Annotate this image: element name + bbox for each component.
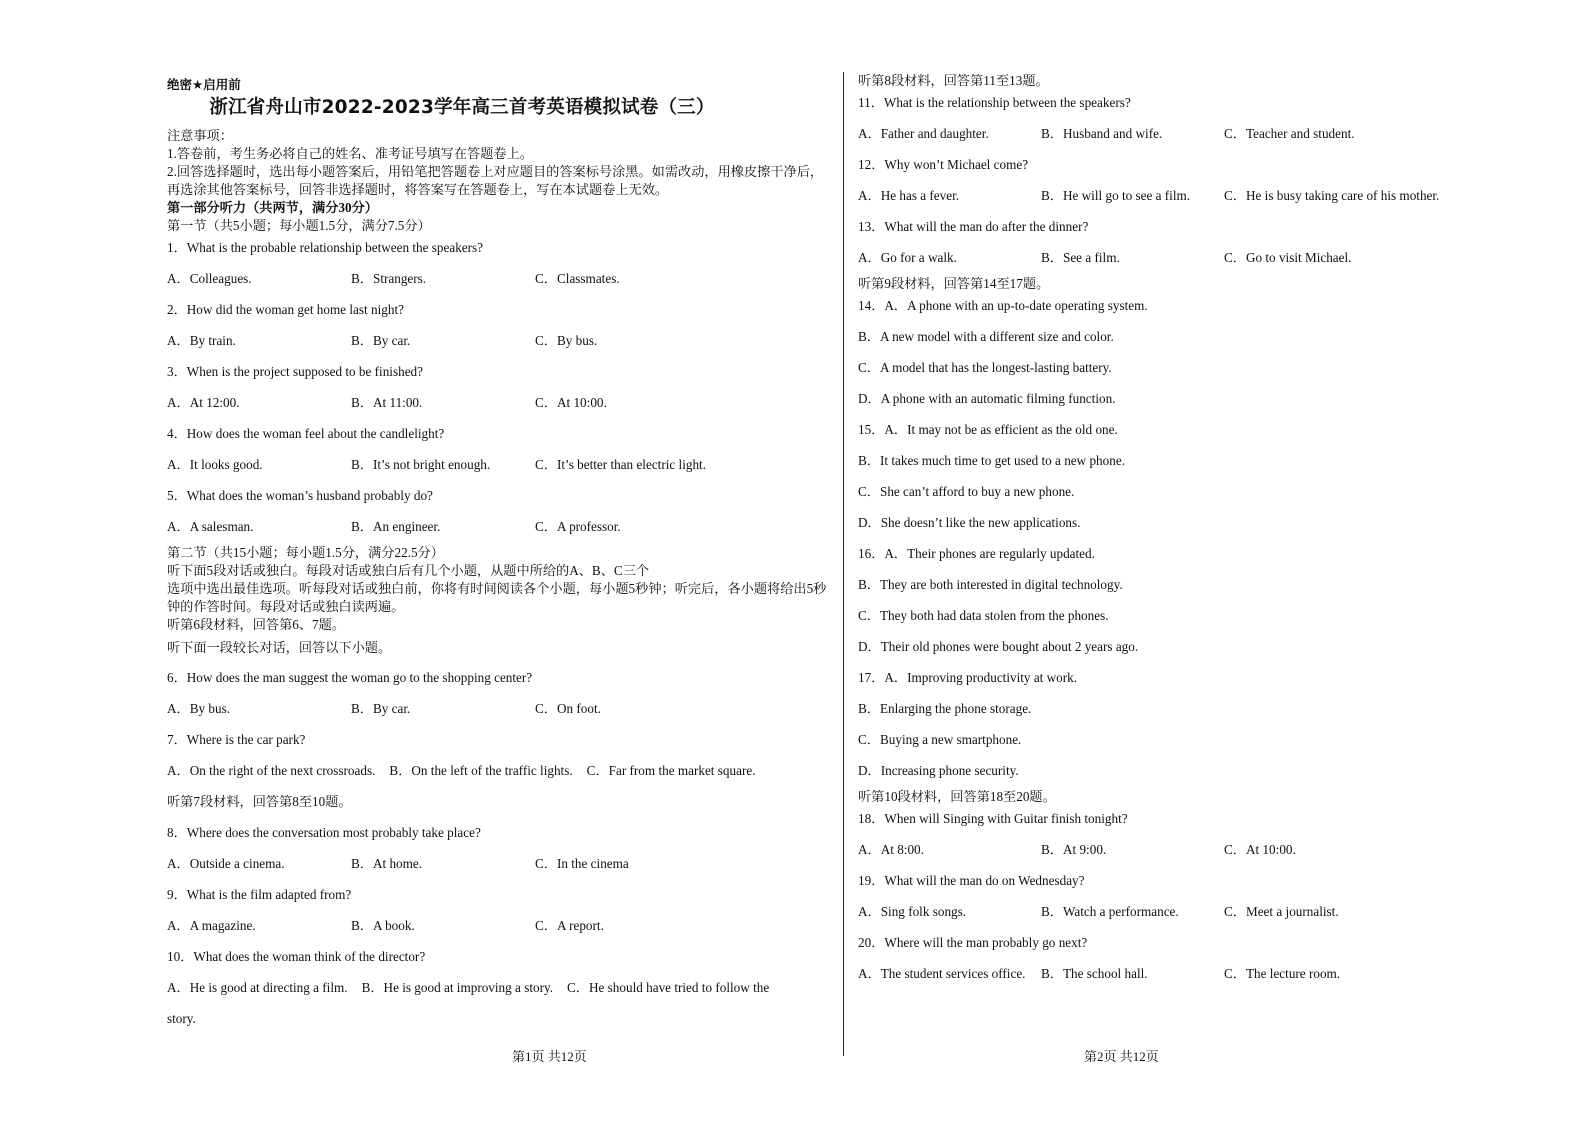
question-text: 10．What does the woman think of the director? <box>167 949 426 964</box>
option-c: C．A professor. <box>535 519 621 534</box>
option-c: C．A report. <box>535 918 604 933</box>
option-b: B．The school hall. <box>1041 966 1148 981</box>
part1-heading: 第一部分听力（共两节，满分30分） <box>167 200 378 215</box>
question-8 <box>167 824 832 874</box>
material-6-heading: 听第6段材料，回答第6、7题。 <box>167 617 346 632</box>
page-1-column <box>167 72 832 1029</box>
option-b: B．At home. <box>351 856 423 871</box>
material-9-heading: 听第9段材料，回答第14至17题。 <box>858 276 1050 291</box>
question-9 <box>167 886 832 936</box>
question-text: 1．What is the probable relationship between the speakers? <box>167 240 484 255</box>
option-b: B．It’s not bright enough. <box>351 457 491 472</box>
section1-heading: 第一节（共5小题；每小题1.5分，满分7.5分） <box>167 218 431 233</box>
question-11-options <box>858 125 1498 144</box>
question-text: 3．When is the project supposed to be finished? <box>167 364 423 379</box>
option-c: C．On foot. <box>535 701 601 716</box>
options <box>167 700 832 719</box>
exam-title: 浙江省舟山市2022-2023学年高三首考英语模拟试卷（三） <box>209 97 715 118</box>
option-b: B．At 11:00. <box>351 395 423 410</box>
question-20-text: 20．Where will the man probably go next? <box>858 935 1088 950</box>
option-a: A．At 8:00. <box>858 842 924 857</box>
section2-heading: 第二节（共15小题；每小题1.5分，满分22.5分） <box>167 545 444 560</box>
options <box>167 762 832 781</box>
option-b: B．On the left of the traffic lights. <box>389 763 573 778</box>
question-text: 8．Where does the conversation most probably take place? <box>167 825 481 840</box>
question-16-b: B．They are both interested in digital technology. <box>858 577 1123 592</box>
option-b: B．Watch a performance. <box>1041 904 1179 919</box>
page-1-footer: 第1页 共12页 <box>512 1049 587 1064</box>
option-a: A．He is good at directing a film. <box>167 980 348 995</box>
option-b: B．He will go to see a film. <box>1041 188 1191 203</box>
options <box>167 394 832 413</box>
option-a: A．At 12:00. <box>167 395 240 410</box>
option-c: C．At 10:00. <box>535 395 607 410</box>
question-text: 5．What does the woman’s husband probably do? <box>167 488 433 503</box>
option-c-continued: story. <box>167 1011 196 1026</box>
option-a: A．By train. <box>167 333 236 348</box>
options <box>167 855 832 874</box>
option-a: A．A magazine. <box>167 918 256 933</box>
option-b: B．An engineer. <box>351 519 441 534</box>
options <box>167 270 832 289</box>
options <box>167 332 832 351</box>
material-10-heading: 听第10段材料，回答第18至20题。 <box>858 789 1056 804</box>
option-a: A．Colleagues. <box>167 271 252 286</box>
question-text: 7．Where is the car park? <box>167 732 306 747</box>
option-b: B．By car. <box>351 701 411 716</box>
option-a: A．A salesman. <box>167 519 254 534</box>
question-15-a: 15．A．It may not be as efficient as the old one. <box>858 422 1118 437</box>
options <box>167 456 832 475</box>
notes-heading: 注意事项： <box>167 128 233 143</box>
question-17-b: B．Enlarging the phone storage. <box>858 701 1032 716</box>
option-a: A．It looks good. <box>167 457 263 472</box>
column-divider <box>843 72 844 1056</box>
question-20-options <box>858 965 1498 984</box>
question-1 <box>167 239 832 289</box>
option-a: A．Father and daughter. <box>858 126 989 141</box>
question-19-options <box>858 903 1498 922</box>
option-a: A．He has a fever. <box>858 188 960 203</box>
option-a: A．Go for a walk. <box>858 250 957 265</box>
question-14-a: 14．A．A phone with an up-to-date operating system. <box>858 298 1148 313</box>
question-text: 6．How does the man suggest the woman go to the shopping center? <box>167 670 533 685</box>
notes-item-2: 2.回答选择题时，选出每小题答案后，用铅笔把答题卷上对应题目的答案标号涂黑。如需改动，用橡皮擦干净后，再选涂其他答案标号，回答非选择题时，将答案写在答题卷上，写在本试题卷上无效。 <box>167 164 824 197</box>
option-b: B．At 9:00. <box>1041 842 1107 857</box>
question-18-text: 18．When will Singing with Guitar finish tonight? <box>858 811 1128 826</box>
question-16-d: D．Their old phones were bought about 2 years ago. <box>858 639 1139 654</box>
option-b: B．Strangers. <box>351 271 427 286</box>
section2-instruction-1: 听下面5段对话或独白。每段对话或独白后有几个小题，从题中所给的A、B、C三个 <box>167 563 650 578</box>
material-8-heading: 听第8段材料，回答第11至13题。 <box>858 73 1049 88</box>
question-5 <box>167 487 832 537</box>
option-c: C．It’s better than electric light. <box>535 457 707 472</box>
question-13-text: 13．What will the man do after the dinner? <box>858 219 1089 234</box>
question-text: 9．What is the film adapted from? <box>167 887 352 902</box>
question-4 <box>167 425 832 475</box>
option-b: B．By car. <box>351 333 411 348</box>
question-text: 4．How does the woman feel about the candlelight? <box>167 426 445 441</box>
option-c: C．Teacher and student. <box>1224 126 1355 141</box>
question-15-b: B．It takes much time to get used to a new phone. <box>858 453 1125 468</box>
page-2-column <box>858 72 1498 984</box>
option-c: C．The lecture room. <box>1224 966 1341 981</box>
option-c: C．At 10:00. <box>1224 842 1296 857</box>
question-18-options <box>858 841 1498 860</box>
option-a: A．Outside a cinema. <box>167 856 285 871</box>
material-6-subheading: 听下面一段较长对话，回答以下小题。 <box>167 640 392 655</box>
question-14-d: D．A phone with an automatic filming function. <box>858 391 1116 406</box>
option-c: C．Meet a journalist. <box>1224 904 1339 919</box>
question-2 <box>167 301 832 351</box>
option-c: C．He is busy taking care of his mother. <box>1224 188 1440 203</box>
question-11-text: 11．What is the relationship between the speakers? <box>858 95 1131 110</box>
question-17-c: C．Buying a new smartphone. <box>858 732 1022 747</box>
secret-label: 绝密★启用前 <box>167 77 241 92</box>
question-12-text: 12．Why won’t Michael come? <box>858 157 1029 172</box>
option-b: B．He is good at improving a story. <box>361 980 554 995</box>
question-3 <box>167 363 832 413</box>
option-b: B．Husband and wife. <box>1041 126 1163 141</box>
question-13-options <box>858 249 1498 268</box>
question-15-d: D．She doesn’t like the new applications. <box>858 515 1081 530</box>
option-b: B．A book. <box>351 918 415 933</box>
section2-instruction-2: 选项中选出最佳选项。听每段对话或独白前，你将有时间阅读各个小题，每小题5秒钟；听完后，各小题将给出5秒钟的作答时间。每段对话或独白读两遍。 <box>167 581 827 614</box>
option-a: A．By bus. <box>167 701 231 716</box>
option-a: A．On the right of the next crossroads. <box>167 763 376 778</box>
question-15-c: C．She can’t afford to buy a new phone. <box>858 484 1075 499</box>
question-14-c: C．A model that has the longest-lasting battery. <box>858 360 1112 375</box>
option-c: C．In the cinema <box>535 856 629 871</box>
question-16-a: 16．A．Their phones are regularly updated. <box>858 546 1095 561</box>
option-b: B．See a film. <box>1041 250 1120 265</box>
option-c: C．He should have tried to follow the <box>567 980 770 995</box>
options <box>167 917 832 936</box>
question-10 <box>167 948 832 1029</box>
question-16-c: C．They both had data stolen from the phones. <box>858 608 1109 623</box>
question-6 <box>167 669 832 719</box>
material-7-heading: 听第7段材料，回答第8至10题。 <box>167 794 352 809</box>
question-17-a: 17．A．Improving productivity at work. <box>858 670 1078 685</box>
question-14-b: B．A new model with a different size and color. <box>858 329 1114 344</box>
option-a: A．Sing folk songs. <box>858 904 967 919</box>
option-a: A．The student services office. <box>858 966 1026 981</box>
question-17-d: D．Increasing phone security. <box>858 763 1019 778</box>
option-c: C．By bus. <box>535 333 598 348</box>
notes-item-1: 1.答卷前，考生务必将自己的姓名、准考证号填写在答题卷上。 <box>167 146 533 161</box>
options <box>167 979 832 998</box>
question-12-options <box>858 187 1498 206</box>
option-c: C．Classmates. <box>535 271 620 286</box>
page-2-footer: 第2页 共12页 <box>1084 1049 1159 1064</box>
option-c: C．Far from the market square. <box>586 763 756 778</box>
question-19-text: 19．What will the man do on Wednesday? <box>858 873 1085 888</box>
options <box>167 518 832 537</box>
question-7 <box>167 731 832 781</box>
question-text: 2．How did the woman get home last night? <box>167 302 404 317</box>
option-c: C．Go to visit Michael. <box>1224 250 1352 265</box>
